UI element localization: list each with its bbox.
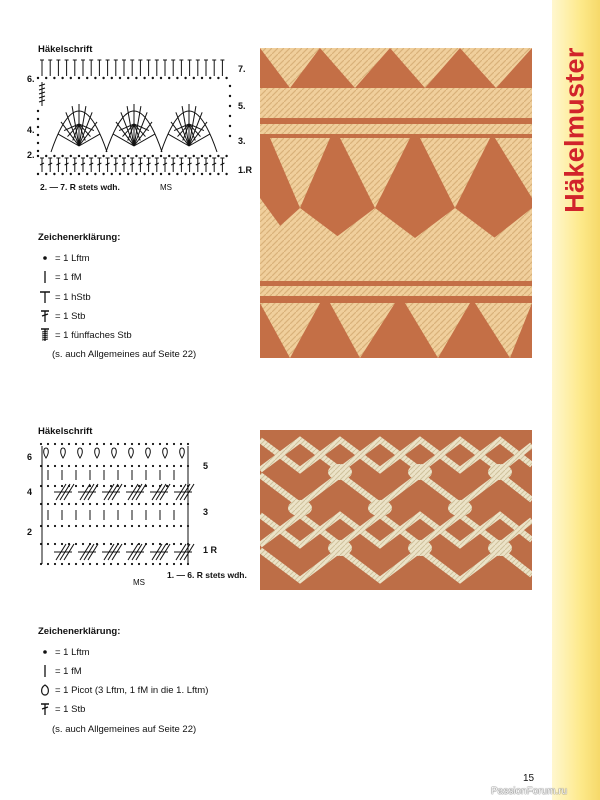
p2-legend-title: Zeichenerklärung: — [38, 626, 121, 637]
p1-row-3: 3. — [238, 136, 246, 146]
p1-repeat-note: 2. — 7. R stets wdh. — [40, 182, 120, 192]
p1-row-6: 6. — [27, 74, 35, 84]
p1-legend-fm-text: = 1 fM — [55, 271, 82, 283]
p1-row-7: 7. — [238, 64, 246, 74]
p1-legend-hstb-text: = 1 hStb — [55, 291, 91, 303]
stb-icon — [38, 702, 52, 716]
page-number: 15 — [523, 773, 535, 784]
p2-ms-label: MS — [133, 578, 145, 587]
p2-note: (s. auch Allgemeines auf Seite 22) — [52, 724, 197, 735]
p1-row-5: 5. — [238, 101, 246, 111]
pattern2-heading: Häkelschrift — [38, 426, 93, 437]
p1-legend-lftm-text: = 1 Lftm — [55, 252, 90, 264]
p2-legend-lftm-text: = 1 Lftm — [55, 646, 90, 658]
p1-note: (s. auch Allgemeines auf Seite 22) — [52, 349, 197, 360]
watermark: PassionForum.ru — [491, 786, 568, 797]
p1-legend-hstb — [38, 290, 91, 304]
p2-row-2: 2 — [27, 527, 33, 537]
p1-row-4: 4. — [27, 125, 35, 135]
p1-legend-title: Zeichenerklärung: — [38, 232, 121, 243]
dot-icon — [38, 251, 52, 265]
p2-row-5: 5 — [203, 461, 209, 471]
pattern2-photo — [260, 430, 532, 590]
p2-legend-fm — [38, 664, 82, 678]
p2-legend-picot-text: = 1 Picot (3 Lftm, 1 fM in die 1. Lftm) — [55, 684, 209, 696]
pattern1-photo — [260, 48, 532, 358]
pattern1-chart — [34, 56, 234, 178]
p1-legend-stb — [38, 309, 85, 323]
p2-repeat-note: 1. — 6. R stets wdh. — [167, 570, 247, 580]
fm-icon — [38, 664, 52, 678]
stb-icon — [38, 309, 52, 323]
p2-legend-stb — [38, 702, 85, 716]
p2-row-3: 3 — [203, 507, 209, 517]
five-stb-icon — [38, 328, 52, 342]
pattern1-heading: Häkelschrift — [38, 44, 93, 55]
picot-icon — [38, 683, 52, 697]
p1-ms-label: MS — [160, 183, 172, 192]
pattern2-chart — [38, 440, 198, 568]
dot-icon — [38, 645, 52, 659]
hstb-icon — [38, 290, 52, 304]
p1-legend-lftm — [38, 251, 90, 265]
fm-icon — [38, 270, 52, 284]
p2-legend-lftm — [38, 645, 90, 659]
p1-legend-fivestb — [38, 328, 132, 342]
p1-legend-fm — [38, 270, 82, 284]
p1-legend-fivestb-text: = 1 fünffaches Stb — [55, 329, 132, 341]
p2-legend-picot — [38, 683, 208, 697]
p2-row-6: 6 — [27, 452, 33, 462]
p2-row-4: 4 — [27, 487, 33, 497]
p1-row-2: 2. — [27, 150, 35, 160]
p1-legend-stb-text: = 1 Stb — [55, 310, 86, 322]
sidebar-title: Häkelmuster — [559, 47, 590, 213]
p1-row-1: 1.R — [238, 165, 253, 175]
p2-row-1: 1 R — [203, 545, 218, 555]
p2-legend-fm-text: = 1 fM — [55, 665, 82, 677]
p2-legend-stb-text: = 1 Stb — [55, 703, 86, 715]
